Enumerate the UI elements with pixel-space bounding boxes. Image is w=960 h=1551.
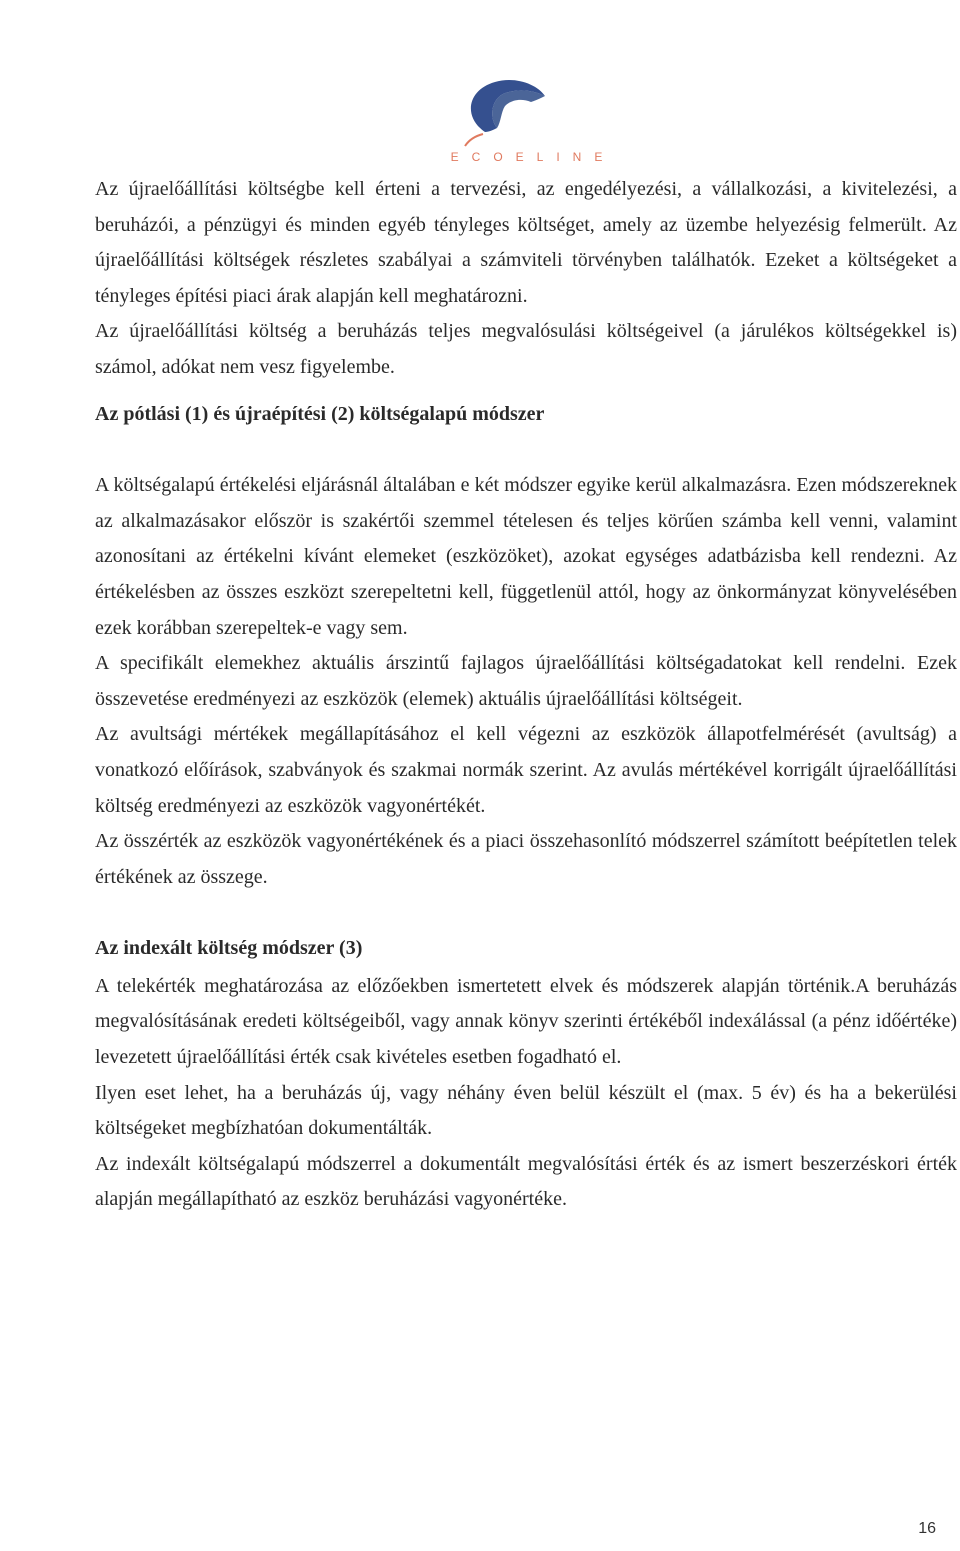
paragraph: Az avultsági mértékek megállapításához el kell végezni az eszközök állapotfelmérését (avultság) a vonatkozó előírások, szabványok és szakmai normák szerint. Az avulás mértékével korrigált újraelőállítási költség eredményezi az eszközök vagyonértékét. bbox=[95, 723, 957, 817]
paragraph: Ilyen eset lehet, ha a beruházás új, vagy néhány éven belül készült el (max. 5 év) és ha a bekerülési költségeket megbízhatóan dokumentálták. bbox=[95, 1081, 957, 1140]
section-heading: Az indexált költség módszer (3) bbox=[95, 937, 363, 960]
paragraph: Az újraelőállítási költségbe kell érteni a tervezési, az engedélyezési, a vállalkozási, a kivitelezési, a beruházói, a pénzügyi és minden egyéb tényleges költséget, amely az üzembe helyezésig felmerült. Az újraelőállítási költségek részletes szabályai a számviteli törvényben találhatók. Ezeket a költségeket a tényleges építési piaci árak alapján kell meghatározni. bbox=[95, 178, 957, 307]
paragraph: Az újraelőállítási költség a beruházás teljes megvalósulási költségeivel (a járulékos költségekkel is) számol, adókat nem vesz figyelembe. bbox=[95, 320, 957, 378]
paragraph: A költségalapú értékelési eljárásnál általában e két módszer egyike kerül alkalmazásra. Ezen módszereknek az alkalmazásakor először is szakértői szemmel tételesen és teljes körűen számba kell venni, valamint azonosítani az értékelni kívánt elemeket (eszközöket), azokat egységes adatbázisba kell rendezni. Az értékelésben az összes eszközt szerepeltetni kell, függetlenül attól, hogy az önkormányzat könyvelésében ezek korábban szerepeltek-e vagy sem. bbox=[95, 474, 957, 639]
paragraph: Az összérték az eszközök vagyonértékének és a piaci összehasonlító módszerrel számított beépítetlen telek értékének az összege. bbox=[95, 830, 957, 888]
document-body bbox=[95, 172, 957, 1218]
paragraph: Az indexált költségalapú módszerrel a dokumentált megvalósítási érték és az ismert beszerzéskori érték alapján megállapítható az eszköz beruházási vagyonértéke. bbox=[95, 1152, 957, 1211]
logo bbox=[425, 62, 635, 172]
paragraph: A specifikált elemekhez aktuális árszintű fajlagos újraelőállítási költségadatokat kell rendelni. Ezek összevetése eredményezi az eszközök (elemek) aktuális újraelőállítási költségeit. bbox=[95, 652, 957, 710]
paragraph: A telekérték meghatározása az előzőekben ismertetett elvek és módszerek alapján történik.A beruházás megvalósításának eredeti költségeiből, vagy annak könyv szerinti értékéből indexálással (a pénz időértéke) levezetett újraelőállítási érték csak kivételes esetben fogadható el. bbox=[95, 974, 957, 1069]
section-heading: Az pótlási (1) és újraépítési (2) költségalapú módszer bbox=[95, 402, 545, 425]
page-number: 16 bbox=[918, 1520, 936, 1537]
ecoeline-swoosh-icon bbox=[445, 62, 565, 152]
logo-text: ECOELINE bbox=[450, 150, 616, 164]
